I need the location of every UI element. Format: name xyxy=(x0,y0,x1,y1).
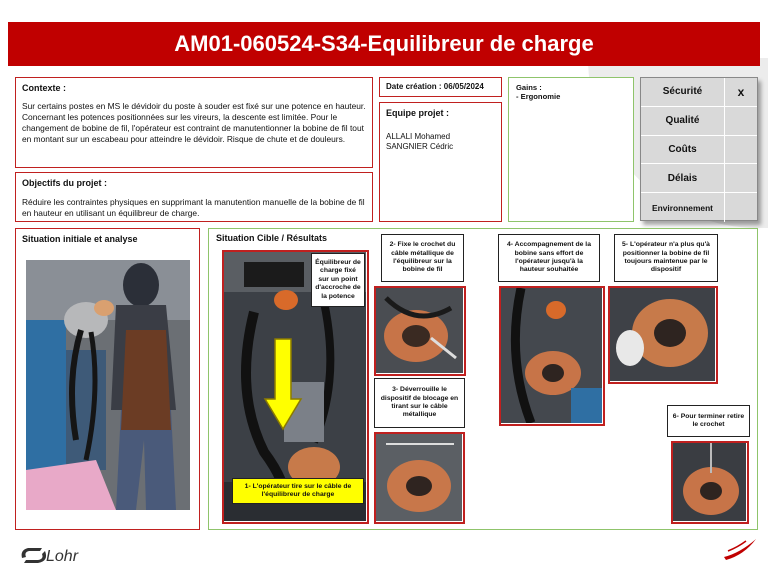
caption-step-3: 3- Déverrouille le dispositif de blocage en tirant sur le câble métallique xyxy=(374,378,465,428)
caption-equilibreur: Équilibreur de charge fixé sur un point d'accroche de la potence xyxy=(311,253,365,307)
caption-step-6: 6- Pour terminer retire le crochet xyxy=(667,405,750,437)
gains-item: - Ergonomie xyxy=(516,92,561,101)
project-team-section xyxy=(379,102,502,222)
project-team-heading: Equipe projet : xyxy=(386,108,449,118)
lohr-logo xyxy=(18,543,98,565)
down-arrow-icon xyxy=(263,337,303,432)
initial-situation-photo xyxy=(26,260,190,510)
criteria-checkmark xyxy=(725,164,757,192)
criteria-checkmark xyxy=(725,107,757,135)
gains-section xyxy=(508,77,634,222)
step-3-photo xyxy=(374,432,465,524)
project-team-members xyxy=(386,132,495,152)
criteria-label: Coûts xyxy=(641,136,725,164)
criteria-checkmark xyxy=(725,136,757,164)
criteria-row xyxy=(641,107,757,136)
criteria-label: Environnement xyxy=(641,193,725,222)
gains-heading: Gains : xyxy=(516,83,542,92)
caption-step-5: 5- L'opérateur n'a plus qu'à positionner la bobine de fil toujours maintenue par le dispositif xyxy=(614,234,718,282)
context-section xyxy=(15,77,373,168)
team-member: SANGNIER Cédric xyxy=(386,142,454,151)
creation-date: Date création : 06/05/2024 xyxy=(379,77,502,97)
criteria-row xyxy=(641,164,757,193)
step-6-photo xyxy=(671,441,749,524)
criteria-label: Sécurité xyxy=(641,78,725,106)
lohr-wordmark: Lohr xyxy=(46,548,79,565)
caption-step-1: 1- L'opérateur tire sur le câble de l'équilibreur de charge xyxy=(232,478,364,504)
criteria-checkmark: x xyxy=(737,84,745,99)
caption-step-4: 4- Accompagnement de la bobine sans effort de l'opérateur jusqu'à la hauteur souhaitée xyxy=(498,234,600,282)
objectives-heading: Objectifs du projet : xyxy=(22,178,108,188)
caption-step-2: 2- Fixe le crochet du câble métallique de l'équilibreur sur la bobine de fil xyxy=(381,234,464,282)
criteria-table xyxy=(640,77,758,221)
step-4-photo xyxy=(499,286,605,426)
criteria-row xyxy=(641,136,757,165)
step-2-photo xyxy=(374,286,466,376)
criteria-checkmark xyxy=(725,193,757,222)
brand-swoosh-icon xyxy=(722,537,758,561)
context-text: Sur certains postes en MS le dévidoir du poste à souder est fixé sur une potence en hauteur. Concernant les potences positionnées sur les vireurs, la descente est limitée. Pour le changement de bobine de fil, l'opérateur est contraint de manutentionner la bobine de fil tout en montant sur un escabeau pour atteindre le dévidoir. Risque de chute et de douleurs. xyxy=(22,101,366,144)
objectives-section xyxy=(15,172,373,222)
initial-situation-heading: Situation initiale et analyse xyxy=(22,234,138,244)
criteria-label: Délais xyxy=(641,164,725,192)
criteria-row xyxy=(641,78,757,107)
criteria-row xyxy=(641,193,757,222)
step-5-photo xyxy=(608,286,718,384)
objectives-text: Réduire les contraintes physiques en supprimant la manutention manuelle de la bobine de fil en hauteur en utilisant un équilibreur de charge. xyxy=(22,197,365,218)
team-member: ALLALI Mohamed xyxy=(386,132,451,141)
page-title: AM01-060524-S34-Equilibreur de charge xyxy=(8,22,760,66)
target-situation-heading: Situation Cible / Résultats xyxy=(216,233,328,243)
criteria-label: Qualité xyxy=(641,107,725,135)
context-heading: Contexte : xyxy=(22,83,67,93)
